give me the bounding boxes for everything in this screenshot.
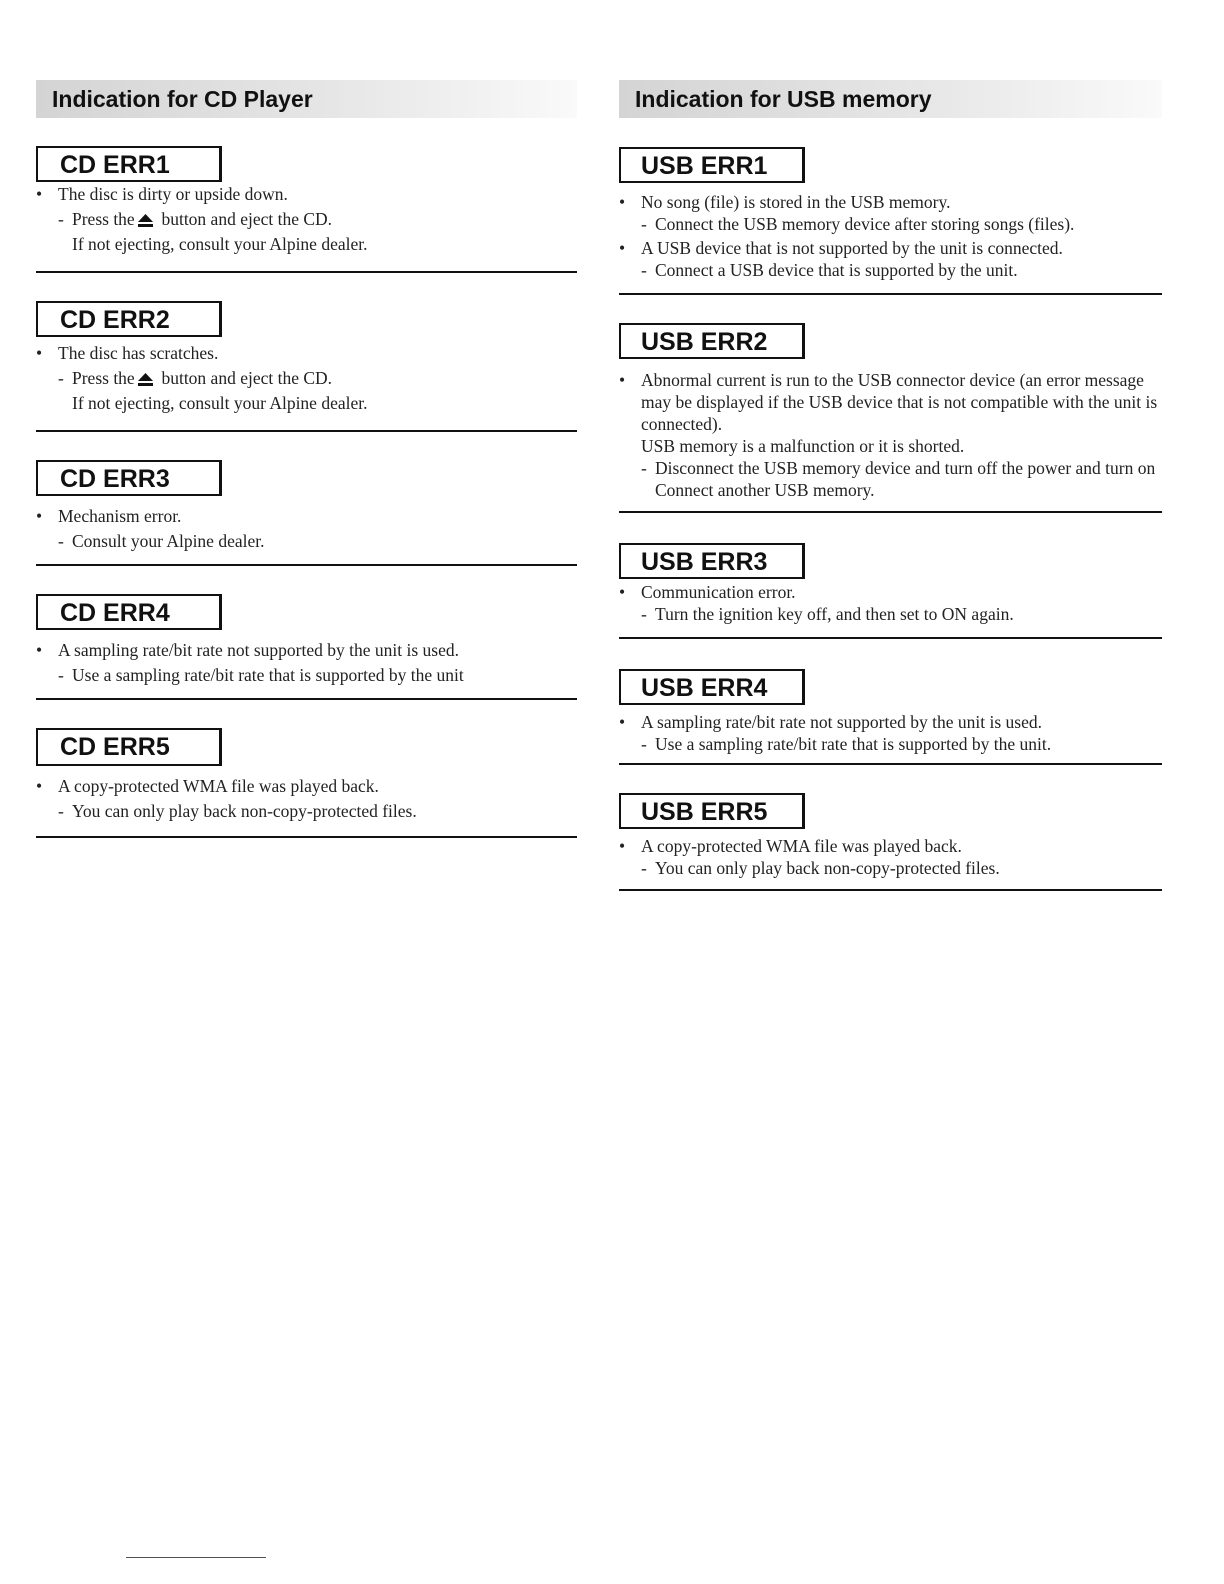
error-code: USB ERR2	[619, 323, 805, 359]
cause-item	[619, 369, 1162, 457]
cause-item	[36, 341, 577, 366]
remedy-item	[641, 213, 1162, 235]
remedy-text: Consult your Alpine dealer.	[72, 531, 265, 551]
bullet-icon: •	[36, 184, 43, 204]
error-code: USB ERR3	[619, 543, 805, 579]
bullet-icon: •	[619, 192, 626, 212]
bullet-icon: •	[36, 506, 43, 526]
bullet-icon: •	[619, 238, 626, 258]
remedy-continuation: If not ejecting, consult your Alpine dealer.	[72, 234, 368, 254]
cause-text: Communication error.	[641, 582, 796, 602]
remedy-continuation: If not ejecting, consult your Alpine dealer.	[72, 393, 368, 413]
error-code: USB ERR1	[619, 147, 805, 183]
error-entry	[619, 543, 1162, 639]
cause-text: A sampling rate/bit rate not supported by the unit is used.	[641, 712, 1042, 732]
error-code: CD ERR2	[36, 301, 222, 337]
remedy-text: Connect the USB memory device after storing songs (files).	[655, 214, 1075, 234]
remedy-text: Connect a USB device that is supported by the unit.	[655, 260, 1018, 280]
dash-icon: -	[58, 801, 64, 821]
bullet-icon: •	[619, 370, 626, 390]
error-entry	[619, 669, 1162, 765]
cause-item	[36, 504, 577, 529]
bullet-icon: •	[36, 343, 43, 363]
remedy-item	[58, 207, 577, 257]
bullet-icon: •	[619, 836, 626, 856]
bullet-icon: •	[36, 776, 43, 796]
remedy-text: Disconnect the USB memory device and turn off the power and turn on Connect another USB memory.	[655, 458, 1156, 500]
error-entry	[36, 594, 577, 700]
remedy-text-before: Press the	[72, 368, 135, 388]
cd-indication-section	[36, 80, 577, 838]
remedy-item	[641, 457, 1162, 501]
cause-text: A copy-protected WMA file was played back.	[641, 836, 962, 856]
remedy-item	[58, 529, 577, 554]
remedy-item	[641, 733, 1162, 755]
dash-icon: -	[58, 368, 64, 388]
remedy-text: You can only play back non-copy-protected files.	[72, 801, 417, 821]
cause-text: A copy-protected WMA file was played back.	[58, 776, 379, 796]
remedy-item	[58, 366, 577, 416]
remedy-item	[641, 857, 1162, 879]
cause-text: The disc is dirty or upside down.	[58, 184, 288, 204]
dash-icon: -	[641, 458, 647, 478]
error-code: USB ERR5	[619, 793, 805, 829]
usb-indication-section	[619, 80, 1162, 891]
error-code: CD ERR3	[36, 460, 222, 496]
remedy-text: Use a sampling rate/bit rate that is supported by the unit	[72, 665, 464, 685]
cause-item	[36, 182, 577, 207]
error-code: USB ERR4	[619, 669, 805, 705]
cause-text: The disc has scratches.	[58, 343, 219, 363]
dash-icon: -	[641, 214, 647, 234]
error-entry	[619, 793, 1162, 891]
dash-icon: -	[641, 858, 647, 878]
cause-text: Abnormal current is run to the USB connector device (an error message may be displayed if the USB device that is not compatible with the unit is connected).	[641, 370, 1158, 434]
error-entry	[36, 301, 577, 432]
dash-icon: -	[58, 665, 64, 685]
cause-item	[36, 774, 577, 799]
bullet-icon: •	[36, 640, 43, 660]
dash-icon: -	[641, 260, 647, 280]
cause-item	[36, 638, 577, 663]
error-entry	[36, 146, 577, 273]
error-entry	[619, 147, 1162, 295]
remedy-text: You can only play back non-copy-protected files.	[655, 858, 1000, 878]
dash-icon: -	[58, 209, 64, 229]
cause-continuation: USB memory is a malfunction or it is shorted.	[641, 436, 965, 456]
cause-item	[619, 581, 1162, 603]
remedy-text-after: button and eject the CD.	[161, 209, 333, 229]
error-code: CD ERR5	[36, 728, 222, 766]
cause-item	[619, 711, 1162, 733]
cause-item	[619, 191, 1162, 213]
footer-divider	[126, 1557, 266, 1558]
dash-icon: -	[641, 604, 647, 624]
section-heading: Indication for USB memory	[619, 80, 1162, 118]
cause-item	[619, 237, 1162, 259]
remedy-text: Use a sampling rate/bit rate that is supported by the unit.	[655, 734, 1052, 754]
bullet-icon: •	[619, 712, 626, 732]
dash-icon: -	[58, 531, 64, 551]
remedy-item	[641, 259, 1162, 281]
cause-text: A sampling rate/bit rate not supported by the unit is used.	[58, 640, 459, 660]
remedy-text-after: button and eject the CD.	[161, 368, 333, 388]
error-code: CD ERR4	[36, 594, 222, 630]
bullet-icon: •	[619, 582, 626, 602]
remedy-item	[58, 799, 577, 824]
cause-text: No song (file) is stored in the USB memory.	[641, 192, 951, 212]
error-entry	[36, 728, 577, 838]
error-code: CD ERR1	[36, 146, 222, 182]
remedy-text-before: Press the	[72, 209, 135, 229]
cause-item	[619, 835, 1162, 857]
cause-text: Mechanism error.	[58, 506, 182, 526]
remedy-text: Turn the ignition key off, and then set to ON again.	[655, 604, 1014, 624]
section-heading: Indication for CD Player	[36, 80, 577, 118]
remedy-item	[641, 603, 1162, 625]
cause-text: A USB device that is not supported by the unit is connected.	[641, 238, 1063, 258]
error-entry	[619, 323, 1162, 513]
error-entry	[36, 460, 577, 566]
remedy-item	[58, 663, 577, 688]
dash-icon: -	[641, 734, 647, 754]
